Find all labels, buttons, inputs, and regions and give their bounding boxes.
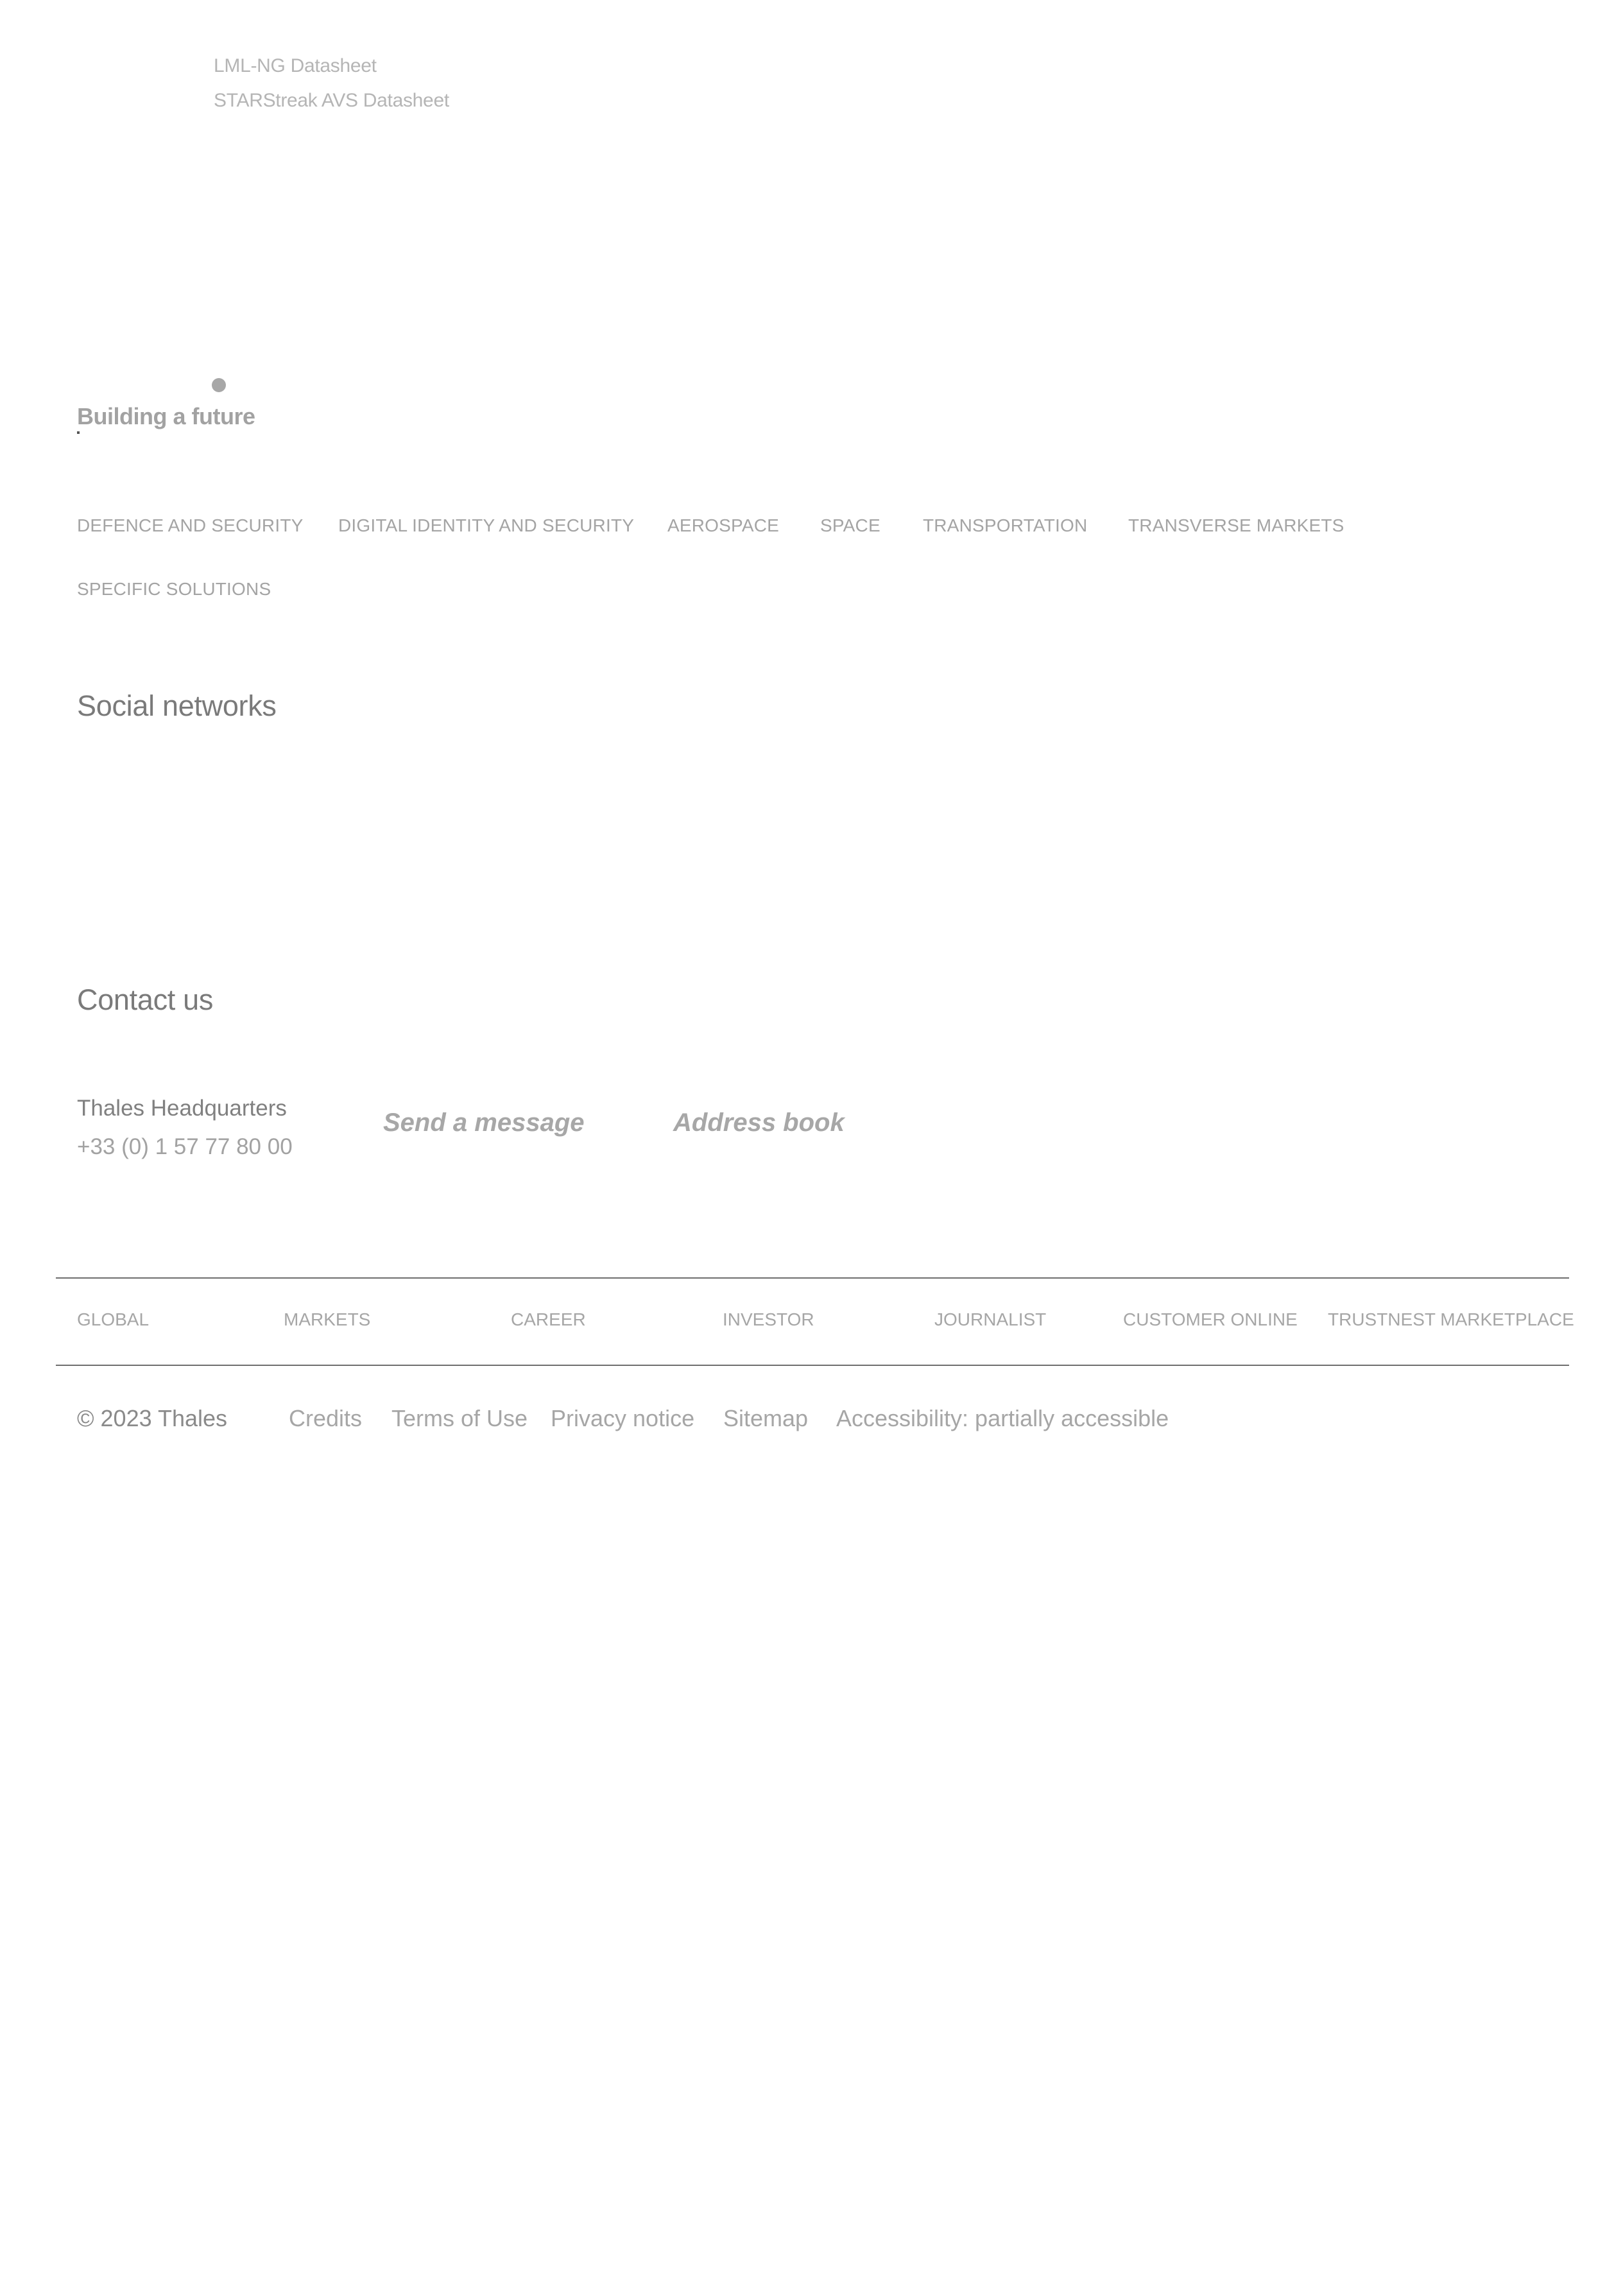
social-networks-heading: Social networks [77,689,277,722]
hq-name: Thales Headquarters [77,1096,287,1121]
footer-link-sitemap[interactable]: Sitemap [723,1405,809,1431]
logo-dot-icon [212,378,226,392]
datasheet-link-starstreak-avs[interactable]: STARStreak AVS Datasheet [214,90,449,111]
footer-link-terms-of-use[interactable]: Terms of Use [391,1405,528,1431]
market-link-transportation[interactable]: TRANSPORTATION [923,515,1088,535]
market-link-digital-identity-and-security[interactable]: DIGITAL IDENTITY AND SECURITY [338,515,635,535]
audience-bar-bottom-divider [56,1365,1569,1366]
footer-link-credits[interactable]: Credits [289,1405,363,1431]
market-link-specific-solutions[interactable]: SPECIFIC SOLUTIONS [77,579,271,599]
market-link-transverse-markets[interactable]: TRANSVERSE MARKETS [1128,515,1344,535]
audience-link-journalist[interactable]: JOURNALIST [934,1309,1047,1329]
logo-link[interactable]: Building a future [77,403,255,429]
market-link-aerospace[interactable]: AEROSPACE [667,515,779,535]
audience-link-investor[interactable]: INVESTOR [723,1309,814,1329]
contact-us-heading: Contact us [77,983,214,1016]
audience-link-markets[interactable]: MARKETS [284,1309,371,1329]
send-message-button[interactable]: Send a message [383,1109,585,1137]
logo-mark [77,431,80,434]
market-link-space[interactable]: SPACE [820,515,880,535]
address-book-button[interactable]: Address book [673,1109,845,1137]
audience-link-trustnest-marketplace[interactable]: TRUSTNEST MARKETPLACE [1328,1309,1574,1329]
footer-link-accessibility[interactable]: Accessibility: partially accessible [836,1405,1169,1431]
market-link-defence-and-security[interactable]: DEFENCE AND SECURITY [77,515,304,535]
copyright: © 2023 Thales [77,1405,228,1431]
footer-link-privacy-notice[interactable]: Privacy notice [551,1405,695,1431]
audience-link-career[interactable]: CAREER [511,1309,586,1329]
audience-link-global[interactable]: GLOBAL [77,1309,150,1329]
hq-phone-link[interactable]: +33 (0) 1 57 77 80 00 [77,1134,293,1159]
audience-link-customer-online[interactable]: CUSTOMER ONLINE [1123,1309,1298,1329]
datasheet-link-lml-ng[interactable]: LML-NG Datasheet [214,55,377,76]
audience-bar-top-divider [56,1277,1569,1279]
